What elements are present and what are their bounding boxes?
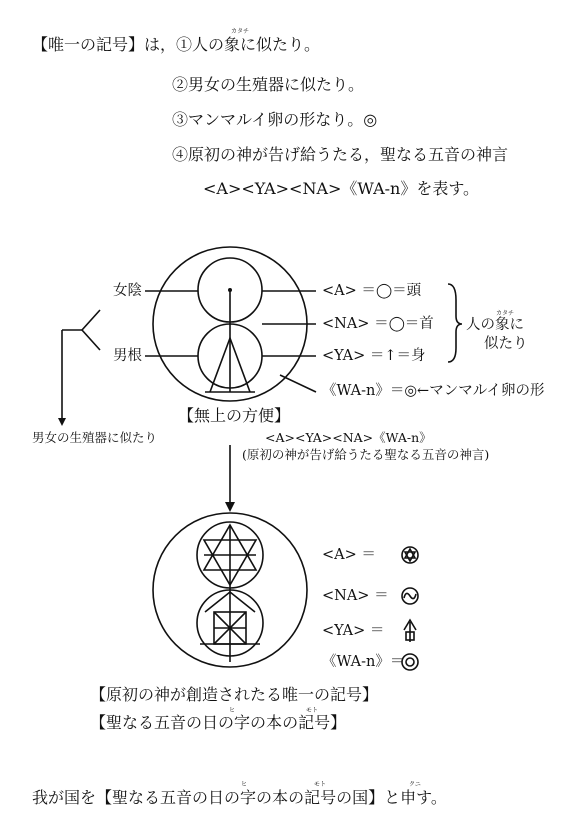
intro-line3: ③マンマルイ卵の形なり。◎ — [172, 110, 378, 129]
intro-line1-item: ①人の — [176, 35, 225, 54]
row-na — [322, 317, 434, 332]
c2-moto: 本 — [266, 713, 283, 732]
caption-muja: 【無上の方便】 — [178, 406, 291, 425]
left-note: 男女の生殖器に似たり — [32, 430, 158, 445]
intro-line5: <A><YA><NA>《WA-n》を表す。 — [203, 179, 480, 198]
row-ya — [322, 349, 425, 364]
f-moto: 本 — [272, 788, 289, 807]
d2-row-a-value: ＝ — [361, 547, 376, 563]
left-arrow-head — [58, 418, 66, 426]
row-wan — [322, 384, 544, 399]
caption2-line2 — [90, 715, 346, 731]
leader-wan — [280, 375, 316, 392]
f-kuni: 国 — [352, 788, 369, 807]
row-a-key: <A> — [322, 283, 357, 299]
row-a — [322, 284, 421, 299]
f-moto-ruby: モト — [314, 781, 327, 788]
f-a: 我が国を【聖なる五音の — [32, 788, 209, 807]
bracket-text — [466, 318, 524, 333]
row-a-value: ＝◯＝頭 — [361, 283, 422, 299]
c2-c: の記号】 — [282, 713, 347, 732]
right-brace — [448, 284, 462, 362]
bracket-prefix: 人の — [466, 317, 495, 333]
sub1: <A><YA><NA>《WA-n》 — [265, 430, 432, 445]
row-na-key: <NA> — [322, 316, 370, 332]
d2-row-ya-key: <YA> — [322, 623, 366, 639]
intro-line1-suffix: に似たり。 — [240, 35, 321, 54]
f-hi: 日 — [208, 788, 225, 807]
bracket-kanji: 象 — [495, 317, 510, 333]
d2-row-ya — [322, 624, 384, 639]
c2-hi: 日 — [202, 713, 219, 732]
branch — [82, 310, 100, 350]
c2-moto-ruby: モト — [306, 707, 319, 714]
bracket-suffix: に — [509, 317, 524, 333]
d2-row-a — [322, 548, 376, 563]
intro-line1-kanji: 象 — [224, 35, 241, 54]
f-d: 】と申す。 — [368, 788, 447, 807]
d2-row-wan-value: ＝ — [389, 654, 405, 670]
footer-line — [32, 790, 447, 806]
row-na-value: ＝◯＝首 — [374, 316, 434, 332]
f-b: の字の — [224, 788, 273, 807]
d2-row-a-key: <A> — [322, 547, 357, 563]
d2-row-ya-value: ＝ — [369, 623, 385, 639]
d2-row-na — [322, 589, 389, 604]
intro-line1-ruby: カタチ — [231, 28, 250, 35]
c2-b: の字の — [218, 713, 267, 732]
intro-line2: ②男女の生殖器に似たり。 — [172, 75, 365, 94]
bracket-line2: 似たり — [484, 336, 528, 352]
d2-row-na-key: <NA> — [322, 588, 370, 604]
label-male: 男根 — [113, 348, 142, 364]
c2-a: 【聖なる五音の — [90, 713, 203, 732]
row-ya-value: ＝↑＝身 — [369, 348, 426, 364]
c2-hi-ruby: ヒ — [229, 707, 236, 714]
row-wan-value: ＝◎←マンマルイ卵の形 — [389, 383, 545, 399]
intro-line1-prefix: 【唯一の記号】は， — [32, 35, 177, 54]
d2-row-na-value: ＝ — [374, 588, 389, 604]
sub2: (原初の神が告げ給うたる聖なる五音の神言) — [242, 447, 490, 462]
d2-row-wan-key: 《WA-n》 — [322, 654, 390, 670]
f-kuni-ruby: クニ — [409, 781, 421, 788]
intro-line4: ④原初の神が告げ給うたる，聖なる五音の神言 — [172, 145, 509, 164]
f-c: の記号の — [288, 788, 353, 807]
label-female: 女陰 — [113, 283, 142, 299]
bracket-ruby: カタチ — [496, 310, 515, 317]
f-hi-ruby: ヒ — [241, 781, 248, 788]
down-arrow-head — [225, 502, 235, 512]
caption2-line1: 【原初の神が創造されたる唯一の記号】 — [90, 685, 379, 704]
d2-row-wan — [322, 655, 404, 670]
row-wan-key: 《WA-n》 — [322, 383, 390, 399]
row-ya-key: <YA> — [322, 348, 366, 364]
